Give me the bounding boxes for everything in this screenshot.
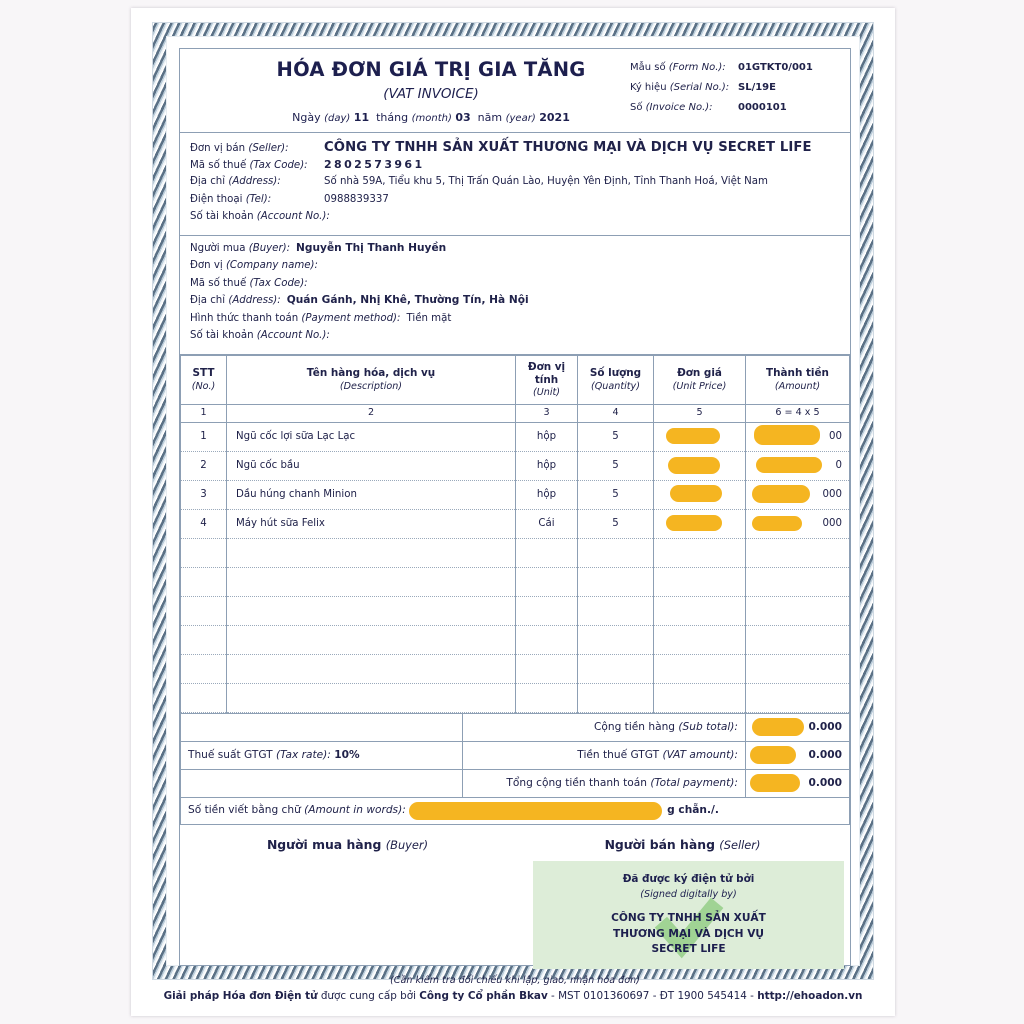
blank-cell <box>516 538 578 567</box>
blank-cell <box>181 683 227 712</box>
signed-company-line-3: SECRET LIFE <box>651 942 726 955</box>
invoice-title: HÓA ĐƠN GIÁ TRỊ GIA TĂNG <box>276 58 586 81</box>
blank-cell <box>578 625 654 654</box>
vat-value: 0.000 <box>808 748 842 761</box>
total-value: 0.000 <box>808 776 842 789</box>
table-row-blank <box>181 625 850 654</box>
total-label-en: (Total payment): <box>650 776 738 789</box>
seller-taxcode-label-en: (Tax Code): <box>249 159 308 171</box>
row-unitprice <box>654 480 746 509</box>
date-day-value: 11 <box>353 110 370 124</box>
row-amount <box>746 422 850 451</box>
blank-cell <box>578 596 654 625</box>
seller-taxcode-label <box>190 159 318 172</box>
row-amount-text: 0 <box>835 460 842 472</box>
row-amount <box>746 480 850 509</box>
seller-address-label-en: (Address): <box>228 176 281 188</box>
blank-cell <box>654 683 746 712</box>
blank-cell <box>227 538 516 567</box>
buyer-payment-value: Tiền mặt <box>406 312 452 324</box>
buyer-payment-row <box>190 312 850 328</box>
column-number-row <box>181 404 850 422</box>
blank-cell <box>654 567 746 596</box>
tax-rate-label-en: (Tax rate): <box>276 748 331 761</box>
col-head-unit-vi: Đơn vị tính <box>527 360 566 386</box>
table-row-blank <box>181 538 850 567</box>
seller-tel-label-en: (Tel): <box>245 193 272 205</box>
buyer-block <box>180 236 850 355</box>
seller-signature-title-en: (Seller) <box>719 837 761 852</box>
row-unit: hộp <box>516 451 578 480</box>
buyer-name-label-en: (Buyer): <box>248 242 291 254</box>
row-desc: Ngũ cốc bầu <box>227 451 516 480</box>
table-row-blank <box>181 654 850 683</box>
blank-cell <box>578 538 654 567</box>
col-head-quantity-vi: Số lượng <box>589 367 642 380</box>
blank-cell <box>654 654 746 683</box>
row-qty: 5 <box>578 422 654 451</box>
serial-no-row <box>630 81 842 94</box>
invoice-subtitle: (VAT INVOICE) <box>383 85 479 102</box>
buyer-name-label-vi: Người mua <box>190 242 246 254</box>
redaction-mark <box>752 516 802 531</box>
subtotal-label-en: (Sub total): <box>678 720 738 733</box>
totals-table <box>180 713 850 825</box>
blank-cell <box>227 567 516 596</box>
seller-signature-column <box>515 837 850 975</box>
seller-account-label-en: (Account No.): <box>256 211 330 223</box>
row-unit: Cái <box>516 509 578 538</box>
seller-tel-label-vi: Điện thoại <box>190 193 243 205</box>
blank-cell <box>746 567 850 596</box>
form-no-value: 01GTKT0/001 <box>738 62 813 73</box>
serial-no-label-vi: Ký hiệu <box>630 82 667 94</box>
date-month-label: tháng <box>376 110 409 124</box>
blank-cell <box>516 625 578 654</box>
blank-cell <box>654 625 746 654</box>
seller-account-label-vi: Số tài khoản <box>190 211 254 223</box>
seller-name-label <box>190 142 318 155</box>
invoice-header <box>180 49 850 133</box>
col-head-stt-vi: STT <box>192 367 215 380</box>
seller-signature-title-vi: Người bán hàng <box>604 836 715 852</box>
seller-tel-label <box>190 193 318 206</box>
vat-label <box>463 741 746 769</box>
table-row <box>181 451 850 480</box>
blank-cell <box>578 683 654 712</box>
line-items-head <box>181 355 850 404</box>
invoice-no-row <box>630 101 842 114</box>
footer-part1: Giải pháp Hóa đơn Điện tử <box>163 990 318 1002</box>
col-head-unitprice <box>654 355 746 404</box>
col-head-unit <box>516 355 578 404</box>
redaction-mark <box>666 428 720 444</box>
invoice-meta-block <box>630 57 850 125</box>
buyer-address-value: Quán Gánh, Nhị Khê, Thường Tín, Hà Nội <box>286 294 529 307</box>
buyer-signature-column <box>180 837 515 975</box>
redaction-mark <box>756 457 822 473</box>
date-day-label-en: (day) <box>324 112 351 124</box>
seller-signature-title <box>515 837 850 853</box>
subtotal-value: 0.000 <box>808 720 842 733</box>
tax-rate-cell <box>181 741 463 769</box>
date-year-value: 2021 <box>539 110 570 124</box>
colnum-3: 3 <box>516 404 578 422</box>
buyer-taxcode-label-vi: Mã số thuế <box>190 277 247 289</box>
row-amount-text: 000 <box>822 489 842 501</box>
amount-in-words-label-en: (Amount in words): <box>304 804 406 816</box>
total-spacer <box>181 769 463 797</box>
amount-in-words-row <box>181 797 850 824</box>
buyer-name-value: Nguyễn Thị Thanh Huyền <box>296 241 447 254</box>
redaction-mark <box>409 802 662 820</box>
footer-provider: Công ty Cổ phần Bkav <box>419 990 548 1002</box>
total-label <box>463 769 746 797</box>
amount-in-words-label-vi: Số tiền viết bằng chữ <box>188 804 301 816</box>
date-day-label: Ngày <box>292 110 321 124</box>
seller-account-label <box>190 210 330 223</box>
seller-taxcode-value: 2802573961 <box>324 157 425 171</box>
signed-company-line-2: THƯƠNG MẠI VÀ DỊCH VỤ <box>612 927 765 940</box>
row-unitprice <box>654 509 746 538</box>
row-qty: 5 <box>578 480 654 509</box>
redaction-mark <box>750 774 800 792</box>
blank-cell <box>746 654 850 683</box>
blank-cell <box>181 654 227 683</box>
tax-rate-value: 10% <box>334 748 360 761</box>
table-row <box>181 509 850 538</box>
line-items-body <box>181 404 850 712</box>
seller-address-label <box>190 175 318 188</box>
row-unitprice <box>654 422 746 451</box>
seller-name-label-en: (Seller): <box>248 143 289 155</box>
subtotal-spacer <box>181 713 463 741</box>
blank-cell <box>746 625 850 654</box>
buyer-address-row <box>190 294 850 310</box>
signed-by-label: Đã được ký điện tử bởi <box>622 872 755 885</box>
seller-tel-value: 0988839337 <box>324 193 389 205</box>
invoice-page <box>131 8 895 1016</box>
blank-cell <box>516 683 578 712</box>
seller-address-row <box>190 175 850 191</box>
blank-cell <box>227 683 516 712</box>
vat-label-vi: Tiền thuế GTGT <box>577 748 660 761</box>
col-head-description <box>227 355 516 404</box>
buyer-taxcode-label <box>190 277 308 290</box>
serial-no-label <box>630 81 738 94</box>
buyer-taxcode-row <box>190 277 850 293</box>
col-head-unit-en: (Unit) <box>532 387 560 399</box>
buyer-payment-label-en: (Payment method): <box>301 312 401 324</box>
footer-url: http://ehoadon.vn <box>757 990 863 1002</box>
blank-cell <box>181 625 227 654</box>
buyer-name-row <box>190 242 850 258</box>
buyer-taxcode-label-en: (Tax Code): <box>249 277 308 289</box>
form-no-label-vi: Mẫu số <box>630 62 666 73</box>
colnum-2: 2 <box>227 404 516 422</box>
buyer-company-row <box>190 259 850 275</box>
verification-note: (Cần kiểm tra đối chiếu khi lập, giao, nhận hóa đơn) <box>390 974 640 986</box>
line-items-table <box>180 355 850 713</box>
table-row-blank <box>181 596 850 625</box>
row-unit: hộp <box>516 422 578 451</box>
date-month-value: 03 <box>455 110 471 124</box>
row-desc: Máy hút sữa Felix <box>227 509 516 538</box>
invoice-no-label-vi: Số <box>630 102 643 114</box>
col-head-stt <box>181 355 227 404</box>
row-qty: 5 <box>578 451 654 480</box>
col-head-description-vi: Tên hàng hóa, dịch vụ <box>306 367 436 380</box>
blank-cell <box>516 654 578 683</box>
row-amount <box>746 509 850 538</box>
seller-account-row <box>190 210 850 226</box>
blank-cell <box>746 683 850 712</box>
seller-name-row <box>190 139 850 156</box>
col-head-unitprice-vi: Đơn giá <box>677 367 722 380</box>
col-head-description-en: (Description) <box>339 380 403 392</box>
row-unit: hộp <box>516 480 578 509</box>
form-no-label-en: (Form No.): <box>668 62 726 73</box>
blank-cell <box>227 654 516 683</box>
col-head-amount-vi: Thành tiền <box>766 367 829 380</box>
signature-area <box>180 825 850 975</box>
total-value-cell <box>746 769 850 797</box>
buyer-payment-label <box>190 312 400 325</box>
date-year-label-en: (year) <box>505 112 536 124</box>
row-no: 3 <box>181 480 227 509</box>
blank-cell <box>181 596 227 625</box>
tax-rate-label-vi: Thuế suất GTGT <box>188 748 273 761</box>
blank-cell <box>516 567 578 596</box>
digital-signature-box <box>533 861 844 969</box>
form-no-label <box>630 61 738 74</box>
seller-name-value: CÔNG TY TNHH SẢN XUẤT THƯƠNG MẠI VÀ DỊCH VỤ SECRET LIFE <box>324 140 812 156</box>
blank-cell <box>746 538 850 567</box>
row-unitprice <box>654 451 746 480</box>
colnum-6: 6 = 4 x 5 <box>746 404 850 422</box>
redaction-mark <box>754 425 820 445</box>
buyer-account-label-vi: Số tài khoản <box>190 330 254 342</box>
col-head-quantity <box>578 355 654 404</box>
row-desc: Ngũ cốc lợi sữa Lạc Lạc <box>227 422 516 451</box>
footer-part2: được cung cấp bởi <box>317 990 420 1002</box>
buyer-account-row <box>190 329 850 345</box>
buyer-signature-title-vi: Người mua hàng <box>266 836 382 852</box>
colnum-4: 4 <box>578 404 654 422</box>
row-amount-text: 00 <box>829 431 842 443</box>
buyer-company-label <box>190 259 318 272</box>
redaction-mark <box>666 515 722 531</box>
blank-cell <box>654 538 746 567</box>
buyer-address-label-en: (Address): <box>228 295 281 307</box>
blank-cell <box>578 567 654 596</box>
invoice-date-line <box>232 111 630 126</box>
colnum-1: 1 <box>181 404 227 422</box>
redaction-mark <box>752 718 804 736</box>
signed-company-line-1: CÔNG TY TNHH SẢN XUẤT <box>611 912 766 925</box>
row-desc: Dầu húng chanh Minion <box>227 480 516 509</box>
date-month-label-en: (month) <box>411 112 452 124</box>
blank-cell <box>578 654 654 683</box>
buyer-signature-title <box>180 837 515 853</box>
col-head-stt-en: (No.) <box>191 380 216 392</box>
row-no: 1 <box>181 422 227 451</box>
buyer-account-label <box>190 329 330 342</box>
subtotal-value-cell <box>746 713 850 741</box>
seller-taxcode-row <box>190 158 850 174</box>
total-payment-row <box>181 769 850 797</box>
col-head-amount-en: (Amount) <box>774 380 821 392</box>
subtotal-label <box>463 713 746 741</box>
blank-cell <box>227 596 516 625</box>
seller-block <box>180 133 850 236</box>
seller-taxcode-label-vi: Mã số thuế <box>190 159 247 171</box>
table-row <box>181 422 850 451</box>
vat-row <box>181 741 850 769</box>
row-no: 4 <box>181 509 227 538</box>
page-footer <box>131 990 895 1002</box>
buyer-signature-title-en: (Buyer) <box>385 837 429 852</box>
row-no: 2 <box>181 451 227 480</box>
footer-part4: - MST 0101360697 - ĐT 1900 545414 - <box>547 990 758 1002</box>
seller-tel-row <box>190 193 850 209</box>
table-row-blank <box>181 683 850 712</box>
blank-cell <box>654 596 746 625</box>
invoice-no-label-en: (Invoice No.): <box>645 102 713 114</box>
redaction-mark <box>750 746 796 764</box>
subtotal-row <box>181 713 850 741</box>
colnum-5: 5 <box>654 404 746 422</box>
invoice-content <box>179 48 851 986</box>
buyer-company-label-en: (Company name): <box>225 260 318 272</box>
serial-no-value: SL/19E <box>738 82 776 94</box>
blank-cell <box>181 567 227 596</box>
buyer-company-label-vi: Đơn vị <box>190 260 223 272</box>
subtotal-label-vi: Cộng tiền hàng <box>594 720 676 733</box>
invoice-header-center <box>180 57 630 125</box>
signed-by-label-en: (Signed digitally by) <box>640 889 737 901</box>
total-label-vi: Tổng cộng tiền thanh toán <box>506 776 647 789</box>
buyer-address-label <box>190 294 281 307</box>
redaction-mark <box>670 485 722 502</box>
serial-no-label-en: (Serial No.): <box>669 82 730 94</box>
seller-address-label-vi: Địa chỉ <box>190 176 226 188</box>
invoice-no-label <box>630 101 738 114</box>
table-row-blank <box>181 567 850 596</box>
vat-label-en: (VAT amount): <box>662 748 738 761</box>
seller-address-value: Số nhà 59A, Tiểu khu 5, Thị Trấn Quán Lào, Huyện Yên Định, Tỉnh Thanh Hoá, Việt Nam <box>324 176 768 188</box>
row-amount-text: 000 <box>822 518 842 530</box>
col-head-unitprice-en: (Unit Price) <box>672 380 727 392</box>
row-qty: 5 <box>578 509 654 538</box>
amount-in-words-cell <box>181 797 850 824</box>
row-amount <box>746 451 850 480</box>
buyer-name-label <box>190 242 290 255</box>
col-head-quantity-en: (Quantity) <box>591 380 640 392</box>
date-year-label: năm <box>477 110 503 124</box>
blank-cell <box>227 625 516 654</box>
buyer-address-label-vi: Địa chỉ <box>190 295 226 307</box>
buyer-account-label-en: (Account No.): <box>256 330 330 342</box>
table-row <box>181 480 850 509</box>
amount-in-words-tail: g chẵn./. <box>667 804 719 816</box>
buyer-payment-label-vi: Hình thức thanh toán <box>190 312 299 324</box>
seller-name-label-vi: Đơn vị bán <box>190 143 246 155</box>
column-header-row <box>181 355 850 404</box>
invoice-no-value: 0000101 <box>738 102 787 114</box>
redaction-mark <box>752 485 810 503</box>
redaction-mark <box>668 457 720 474</box>
col-head-amount <box>746 355 850 404</box>
blank-cell <box>516 596 578 625</box>
blank-cell <box>746 596 850 625</box>
form-no-row <box>630 61 842 74</box>
blank-cell <box>181 538 227 567</box>
vat-value-cell <box>746 741 850 769</box>
